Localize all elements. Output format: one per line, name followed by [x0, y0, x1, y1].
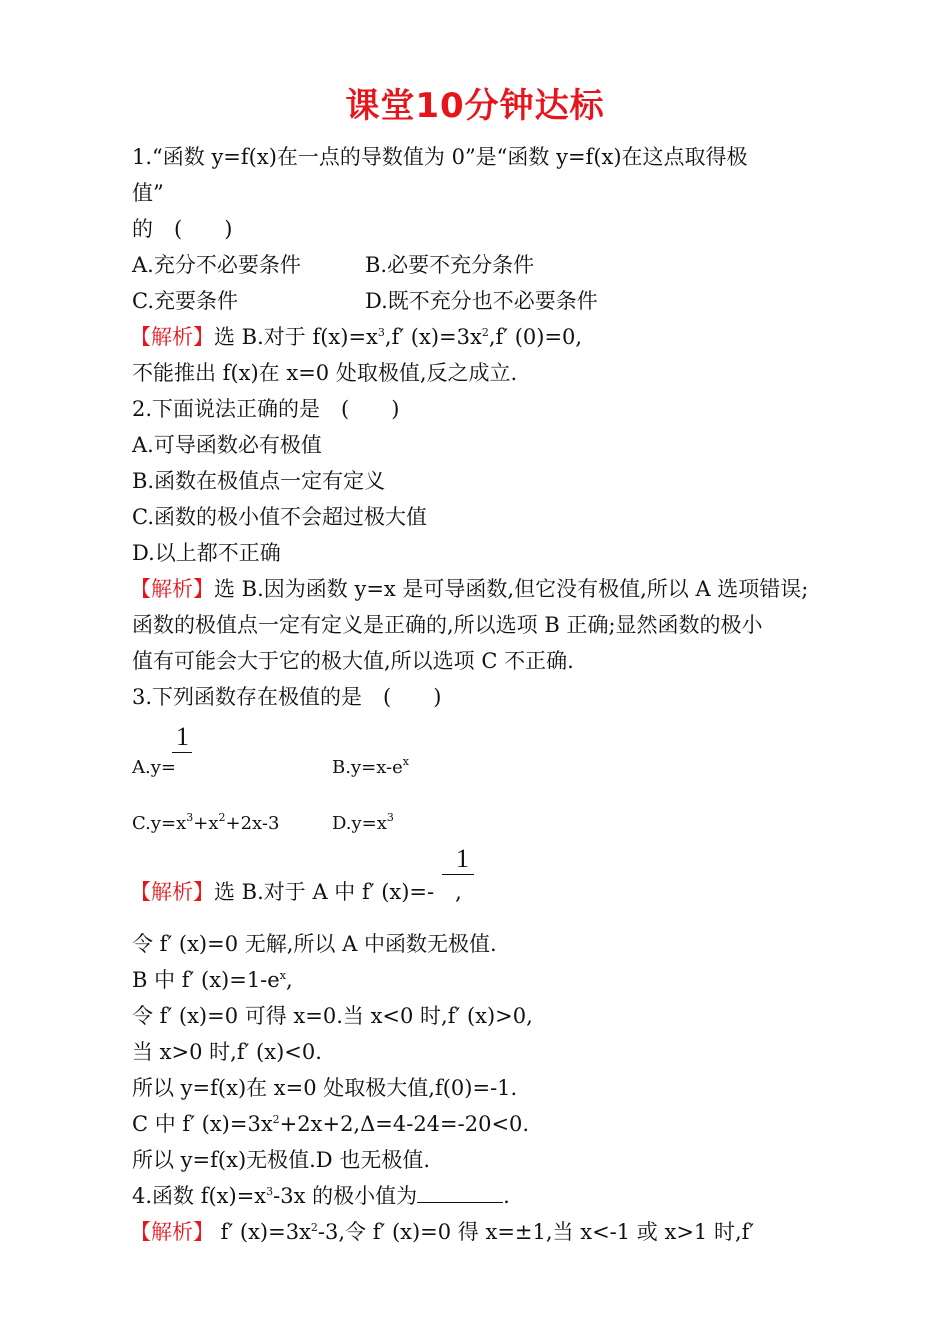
q3-option-a-fraction-numerator: 1: [176, 722, 189, 751]
q2-analysis-line3: 值有可能会大于它的极大值,所以选项 C 不正确.: [132, 649, 574, 673]
q3-analysis-line4: 令 f′ (x)=0 可得 x=0.当 x<0 时,f′ (x)>0,: [132, 1004, 533, 1028]
analysis-tag: 【解析】: [130, 325, 214, 349]
q3-analysis-fraction-numerator: 1: [456, 844, 469, 873]
q2-option-a: A.可导函数必有极值: [132, 433, 322, 457]
q3-option-d: $D.y=x^3$: [332, 811, 394, 834]
q3-stem: 3.下列函数存在极值的是 ( ): [132, 685, 442, 709]
analysis-tag: 【解析】: [130, 577, 214, 601]
q4-stem: 4.函数 $f(x)=x^3-3x$ 的极小值为 .: [132, 1184, 510, 1208]
q3-option-b: $B.y=x-e^x$: [332, 755, 409, 778]
q2-analysis-line2: 函数的极值点一定有定义是正确的,所以选项 B 正确;显然函数的极小: [132, 613, 763, 637]
q2-stem: 2.下面说法正确的是 ( ): [132, 397, 400, 421]
analysis-tag: 【解析】: [130, 880, 214, 904]
q3-analysis-line3: B 中 f′ $(x)=1-e^x$,: [132, 968, 293, 992]
q1-option-b: B.必要不充分条件: [365, 253, 535, 277]
q3-analysis-line5: 当 x>0 时,f′ (x)<0.: [132, 1040, 322, 1064]
q2-option-d: D.以上都不正确: [132, 541, 281, 565]
q3-analysis-line8: 所以 y=f(x)无极值.D 也无极值.: [132, 1148, 430, 1172]
q1-option-a: A.充分不必要条件: [132, 253, 301, 277]
q3-analysis-line2: 令 f′ (x)=0 无解,所以 A 中函数无极值.: [132, 932, 497, 956]
q3-analysis-line1: 【解析】选 B.对于 A 中 f′ (x)=- ,: [130, 880, 462, 904]
q3-option-c: $C.y=x^3+x^2+2x-3$: [132, 811, 280, 834]
q1-stem-line3: 的 ( ): [132, 217, 233, 241]
q3-option-a: A.y=: [132, 757, 176, 778]
q2-option-c: C.函数的极小值不会超过极大值: [132, 505, 427, 529]
q1-option-d: D.既不充分也不必要条件: [365, 289, 598, 313]
q1-analysis-line1: 【解析】选 B.对于 $f(x)=x^3,f'$ $(x)=3x^2,f'$ (0)=0,: [130, 325, 583, 349]
q1-option-c: C.充要条件: [132, 289, 238, 313]
q1-stem-line2: 值”: [132, 181, 164, 205]
q3-analysis-line7: C 中 f′ $(x)=3x^2+2x+2,\Delta=4-24=-20<0$.: [132, 1112, 530, 1136]
analysis-tag: 【解析】: [130, 1220, 214, 1244]
q3-analysis-fraction-bar: [442, 874, 474, 875]
q1-stem-line1: 1.“函数 y=f(x)在一点的导数值为 0”是“函数 y=f(x)在这点取得极: [132, 145, 748, 169]
q1-analysis-line2: 不能推出 f(x)在 x=0 处取极值,反之成立.: [132, 361, 518, 385]
q3-analysis-line6: 所以 y=f(x)在 x=0 处取极大值,f(0)=-1.: [132, 1076, 518, 1100]
page-title: 课堂10分钟达标: [345, 86, 605, 126]
q2-option-b: B.函数在极值点一定有定义: [132, 469, 386, 493]
q2-analysis-line1: 【解析】选 B.因为函数 y=x 是可导函数,但它没有极值,所以 A 选项错误;: [130, 577, 809, 601]
q3-option-a-fraction-bar: [172, 752, 192, 753]
q4-analysis-line1: 【解析】 f′ $(x)=3x^2-3$,令 f′ (x)=0 得 x=±1,当 x<-1 或 x>1 时,f′: [130, 1220, 755, 1244]
answer-blank[interactable]: [417, 1182, 503, 1203]
